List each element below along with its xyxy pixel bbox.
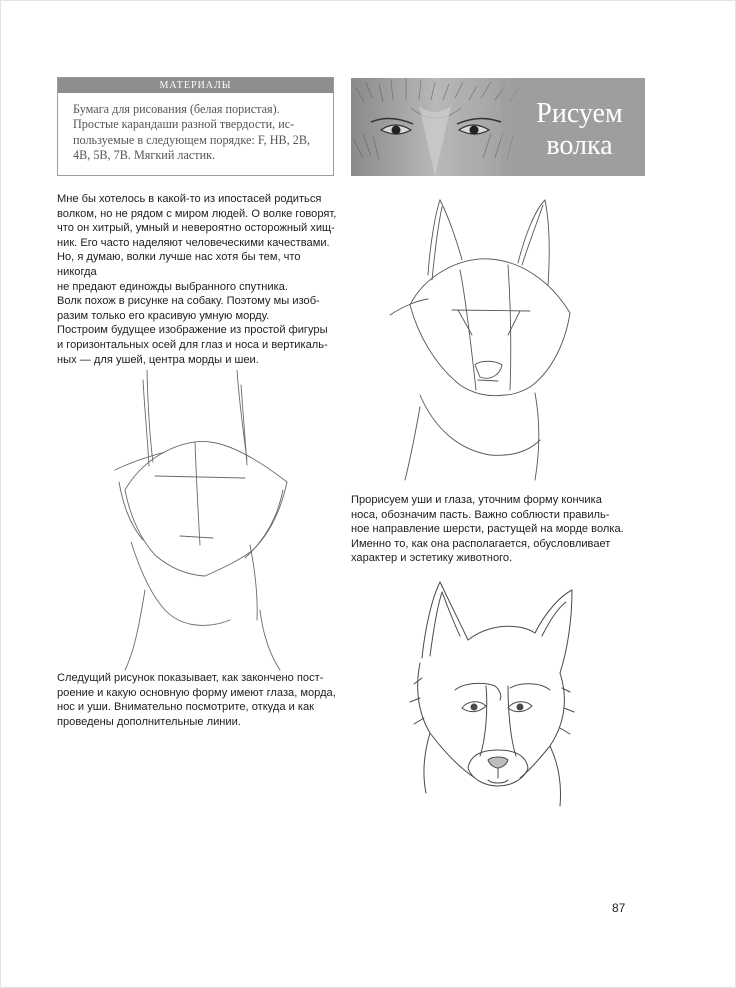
text-line: Но, я думаю, волки лучше нас хотя бы тем, что никогда [57, 251, 301, 278]
text-line: не предают единожды выбранного спутника. [57, 280, 288, 293]
text-line: что он хитрый, умный и невероятно осторожный хищ- [57, 222, 335, 235]
sketch-step2-ears-eyes [380, 195, 585, 485]
text-line: Волк похож в рисунке на собаку. Поэтому мы изоб- [57, 295, 320, 308]
title-banner [351, 78, 645, 176]
sketch-step1-construction [95, 370, 320, 675]
text-line: Мне бы хотелось в какой-то из ипостасей родиться [57, 193, 322, 205]
text-line: нос и уши. Внимательно посмотрите, откуда и как [57, 701, 314, 714]
intro-paragraph [57, 192, 338, 367]
title-line-2: волка [546, 130, 613, 161]
materials-box [57, 77, 334, 176]
text-line: проведены дополнительные линии. [57, 715, 241, 728]
text-line: и горизонтальных осей для глаз и носа и вертикаль- [57, 338, 328, 351]
text-line: Именно то, как она располагается, обусловливает [351, 537, 611, 550]
text-line: ное направление шерсти, растущей на морде волка. [351, 523, 624, 536]
materials-line: Бумага для рисования (белая пористая). [73, 102, 280, 116]
page-number: 87 [612, 901, 626, 915]
title-line-1: Рисуем [536, 98, 623, 129]
text-line: носа, обозначим пасть. Важно соблюсти правиль- [351, 508, 610, 521]
text-line: волком, но не рядом с миром людей. О волке говорят, [57, 207, 337, 220]
text-line: разим только его красивую умную морду. [57, 309, 270, 322]
text-line: роение и какую основную форму имеют глаза, морда, [57, 686, 336, 699]
step3-paragraph [57, 671, 338, 729]
step2-paragraph [351, 493, 637, 566]
materials-line: Простые карандаши разной твердости, ис- [73, 117, 295, 132]
materials-title: МАТЕРИАЛЫ [58, 78, 333, 93]
text-line: ник. Его часто наделяют человеческими качествами. [57, 236, 330, 249]
text-line: Прорисуем уши и глаза, уточним форму кончика [351, 494, 602, 506]
text-line: Построим будущее изображение из простой фигуры [57, 324, 328, 337]
wolf-eyes-illustration [351, 78, 521, 176]
text-line: ных — для ушей, центра морды и шеи. [57, 353, 259, 366]
page-title [517, 98, 642, 162]
materials-line: пользуемые в следующем порядке: F, HB, 2B, [73, 132, 311, 147]
materials-list [58, 93, 333, 164]
materials-line: 4B, 5B, 7B. Мягкий ластик. [73, 148, 216, 163]
text-line: характер и эстетику животного. [351, 552, 513, 565]
sketch-step3-refined-head [400, 578, 600, 810]
text-line: Следущий рисунок показывает, как закончено пост- [57, 672, 324, 684]
